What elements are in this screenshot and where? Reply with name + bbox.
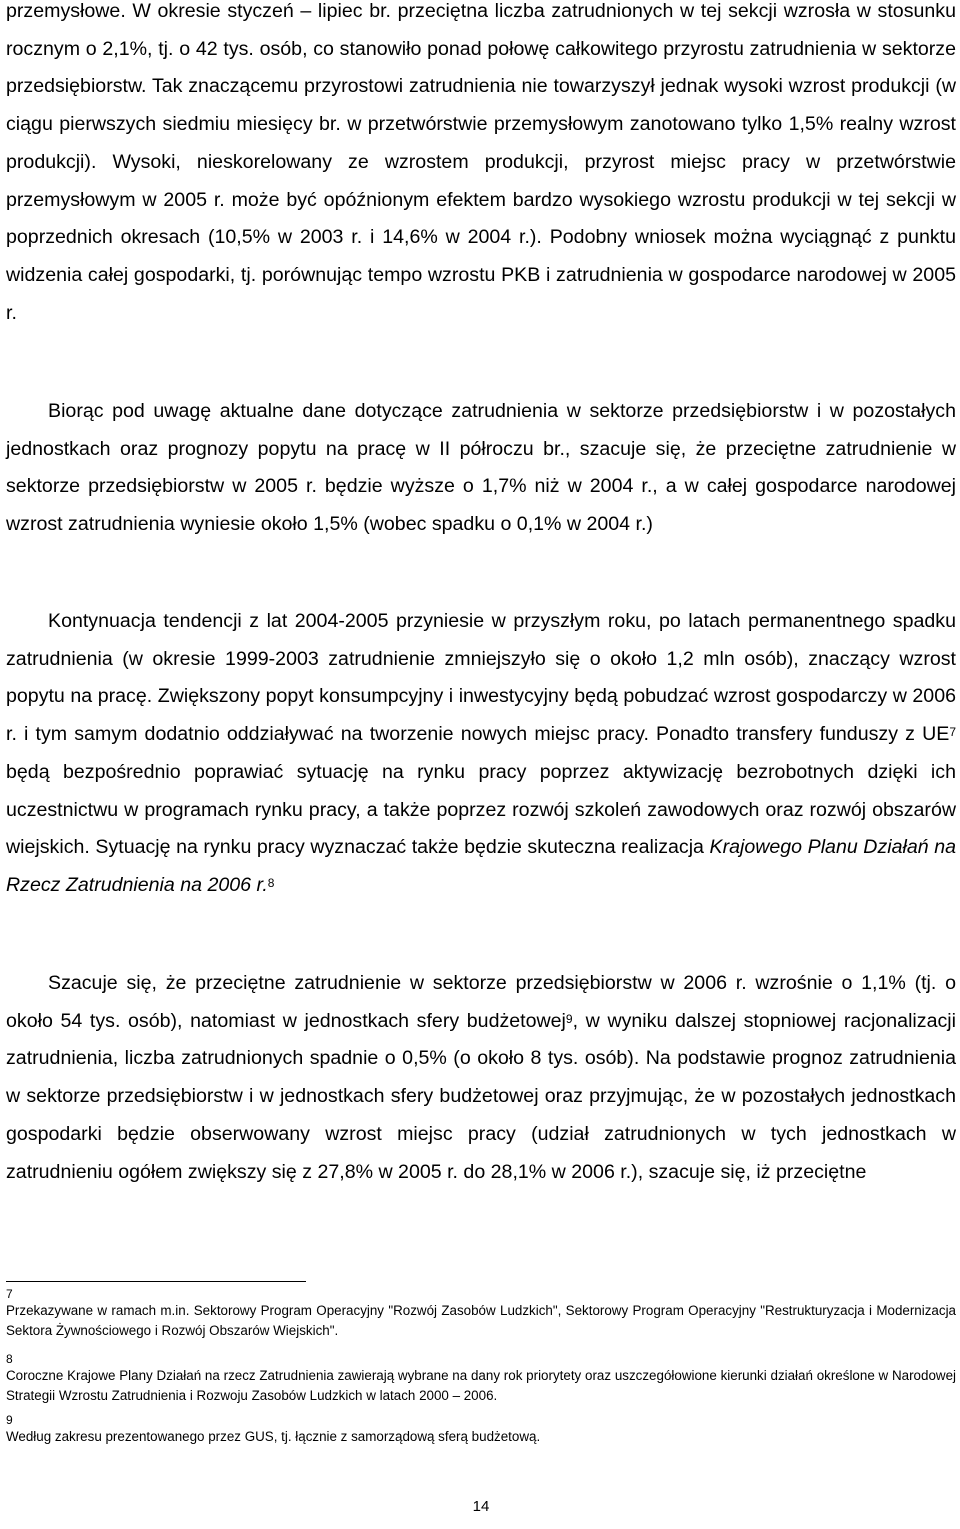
paragraph-4 [6, 965, 956, 1191]
footnote-7-text: Przekazywane w ramach m.in. Sektorowy Program Operacyjny "Rozwój Zasobów Ludzkich", Sektorowy Program Operacyjny "Restrukturyzacja i Modernizacja Sektora Żywnościowego i Rozwój Obszarów Wiejskich". [6, 1303, 956, 1338]
footnote-8 [6, 1352, 956, 1406]
paragraph-1-text: przemysłowe. W okresie styczeń – lipiec br. przeciętna liczba zatrudnionych w tej sekcji wzrosła w stosunku rocznym o 2,1%, tj. o 42 tys. osób, co stanowiło ponad połowę całkowitego przyrostu zatrudnienia w sektorze przedsiębiorstw. Tak znaczącemu przyrostowi zatrudnienia nie towarzyszył jednak wysoki wzrost produkcji (w ciągu pierwszych siedmiu miesięcy br. w przetwórstwie przemysłowym zanotowano tylko 1,5% realny wzrost produkcji). Wysoki, nieskorelowany ze wzrostem produkcji, przyrost miejsc pracy w przetwórstwie przemysłowym w 2005 r. może być opóźnionym efektem bardzo wysokiego wzrostu produkcji w tej sekcji w poprzednich okresach (10,5% w 2003 r. i 14,6% w 2004 r.). Podobny wniosek można wyciągnąć z punktu widzenia całej gospodarki, tj. porównując tempo wzrostu PKB i zatrudnienia w gospodarce narodowej w 2005 r. [6, 0, 956, 324]
paragraph-3 [6, 603, 956, 905]
footnote-separator [6, 1281, 306, 1282]
footnote-ref-9[interactable]: 9 [565, 1011, 573, 1026]
paragraph-3-italic-title: Krajowego Planu Działań na Rzecz Zatrudnienia na 2006 r. [6, 836, 956, 896]
footnote-8-number: 8 [6, 1352, 13, 1366]
paragraph-3-text-b: będą bezpośrednio poprawiać sytuację na rynku pracy poprzez aktywizację bezrobotnych dzięki ich uczestnictwu w programach rynku pracy, a także poprzez rozwój szkoleń zawodowych oraz rozwój obszarów wiejskich. Sytuację na rynku pracy wyznaczać także będzie skuteczna realizacja [6, 760, 956, 859]
paragraph-2 [6, 393, 956, 544]
footnote-9 [6, 1413, 956, 1447]
paragraph-3-text-a: Kontynuacja tendencji z lat 2004-2005 przyniesie w przyszłym roku, po latach permanentnego spadku zatrudnienia (w okresie 1999-2003 zatrudnienie zmniejszyło się o około 1,2 mln osób), znaczący wzrost popytu na pracę. Zwiększony popyt konsumpcyjny i inwestycyjny będą pobudzać wzrost gospodarczy w 2006 r. i tym samym dodatnio oddziaływać na tworzenie nowych miejsc pracy. Ponadto transfery funduszy z UE [6, 610, 956, 746]
paragraph-1 [6, 0, 956, 332]
footnote-ref-8[interactable]: 8 [267, 875, 275, 890]
paragraph-4-text-a: Szacuje się, że przeciętne zatrudnienie w sektorze przedsiębiorstw w 2006 r. wzrośnie o 1,1% (tj. o około 54 tys. osób), natomiast w jednostkach sfery budżetowej [6, 972, 956, 1032]
paragraph-2-text: Biorąc pod uwagę aktualne dane dotyczące zatrudnienia w sektorze przedsiębiorstw i w pozostałych jednostkach oraz prognozy popytu na pracę w II półroczu br., szacuje się, że przeciętne zatrudnienie w sektorze przedsiębiorstw w 2005 r. będzie wyższe o 1,7% niż w 2004 r., a w całej gospodarce narodowej wzrost zatrudnienia wyniesie około 1,5% (wobec spadku o 0,1% w 2004 r.) [6, 400, 956, 536]
paragraph-4-text-b: , w wyniku dalszej stopniowej racjonalizacji zatrudnienia, liczba zatrudnionych spadnie o 0,5% (o około 8 tys. osób). Na podstawie prognoz zatrudnienia w sektorze przedsiębiorstw i w jednostkach sfery budżetowej oraz przyjmując, że w pozostałych jednostkach gospodarki będzie obserwowany wzrost miejsc pracy (udział zatrudnionych w tych jednostkach w zatrudnieniu ogółem zwiększy się z 27,8% w 2005 r. do 28,1% w 2006 r.), szacuje się, iż przeciętne [6, 1009, 956, 1183]
footnote-7 [6, 1287, 956, 1341]
footnote-9-text: Według zakresu prezentowanego przez GUS, tj. łącznie z samorządową sferą budżetową. [6, 1429, 541, 1444]
footnote-8-text: Coroczne Krajowe Plany Działań na rzecz Zatrudnienia zawierają wybrane na dany rok priorytety oraz uszczegółowione kierunki działań określone w Narodowej Strategii Wzrostu Zatrudnienia i Rozwoju Zasobów Ludzkich w latach 2000 – 2006. [6, 1368, 956, 1403]
footnote-7-number: 7 [6, 1287, 13, 1301]
page-number: 14 [472, 1498, 490, 1515]
footnote-9-number: 9 [6, 1413, 13, 1427]
footnote-ref-7[interactable]: 7 [949, 725, 956, 740]
